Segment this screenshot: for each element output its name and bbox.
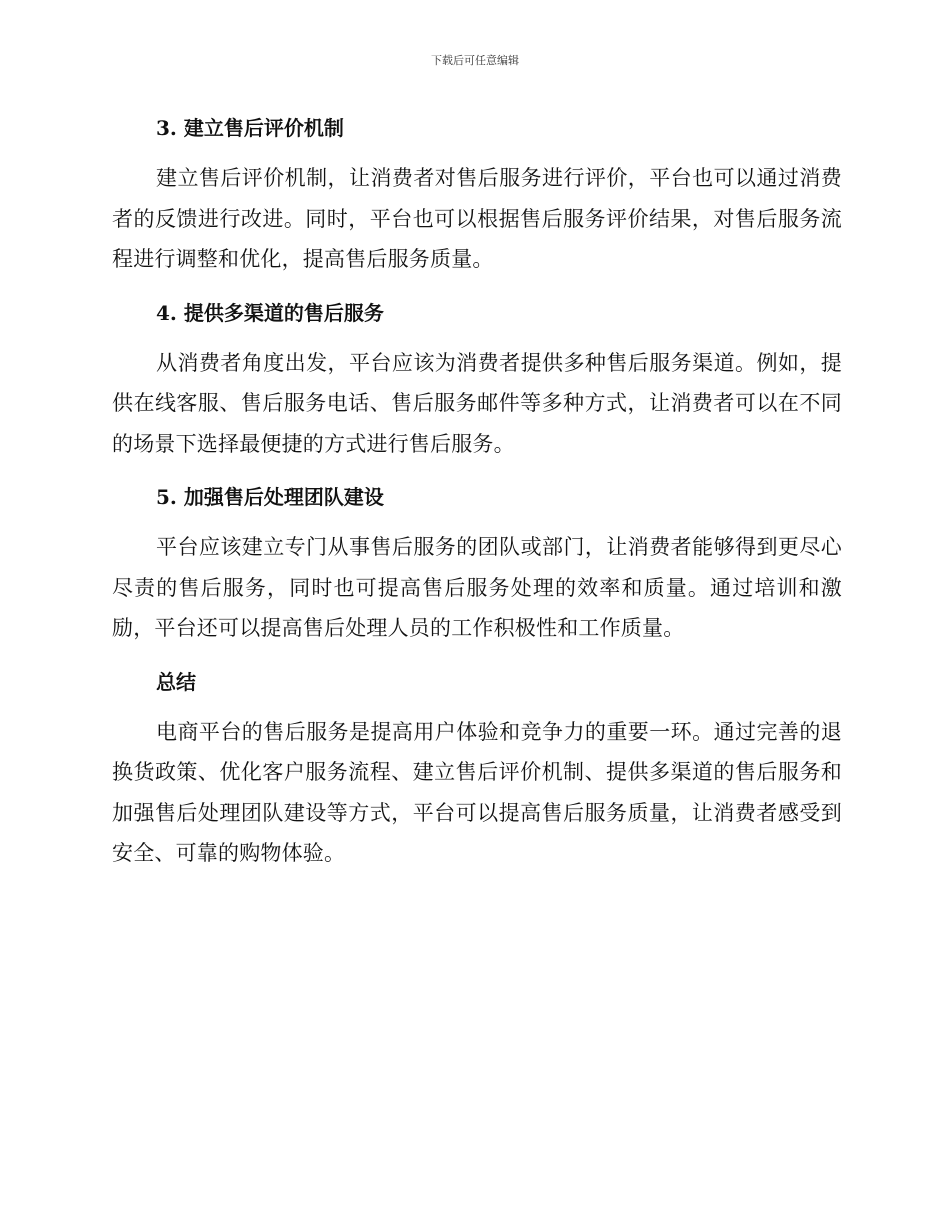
section-heading-4: 4. 提供多渠道的售后服务 [156, 300, 384, 325]
section-paragraph-5: 平台应该建立专门从事售后服务的团队或部门，让消费者能够得到更尽心尽责的售后服务，同时也可提高售后服务处理的效率和质量。通过培训和激励，平台还可以提高售后处理人员的工作积极性和工作质量。 [112, 535, 842, 640]
section-heading-3: 3. 建立售后评价机制 [156, 116, 344, 140]
page-header-note: 下载后可任意编辑 [431, 54, 519, 67]
section-paragraph-4: 从消费者角度出发，平台应该为消费者提供多种售后服务渠道。例如，提供在线客服、售后服务电话、售后服务邮件等多种方式，让消费者可以在不同的场景下选择最便捷的方式进行售后服务。 [112, 350, 842, 456]
section-heading-5: 5. 加强售后处理团队建设 [156, 485, 384, 509]
section-paragraph-3: 建立售后评价机制，让消费者对售后服务进行评价，平台也可以通过消费者的反馈进行改进。同时，平台也可以根据售后服务评价结果，对售后服务流程进行调整和优化，提高售后服务质量。 [112, 166, 842, 271]
document-body [112, 110, 842, 874]
summary-heading: 总结 [156, 669, 196, 694]
summary-paragraph: 电商平台的售后服务是提高用户体验和竞争力的重要一环。通过完善的退换货政策、优化客户服务流程、建立售后评价机制、提供多渠道的售后服务和加强售后处理团队建设等方式，平台可以提高售后服务质量，让消费者感受到安全、可靠的购物体验。 [112, 719, 842, 865]
